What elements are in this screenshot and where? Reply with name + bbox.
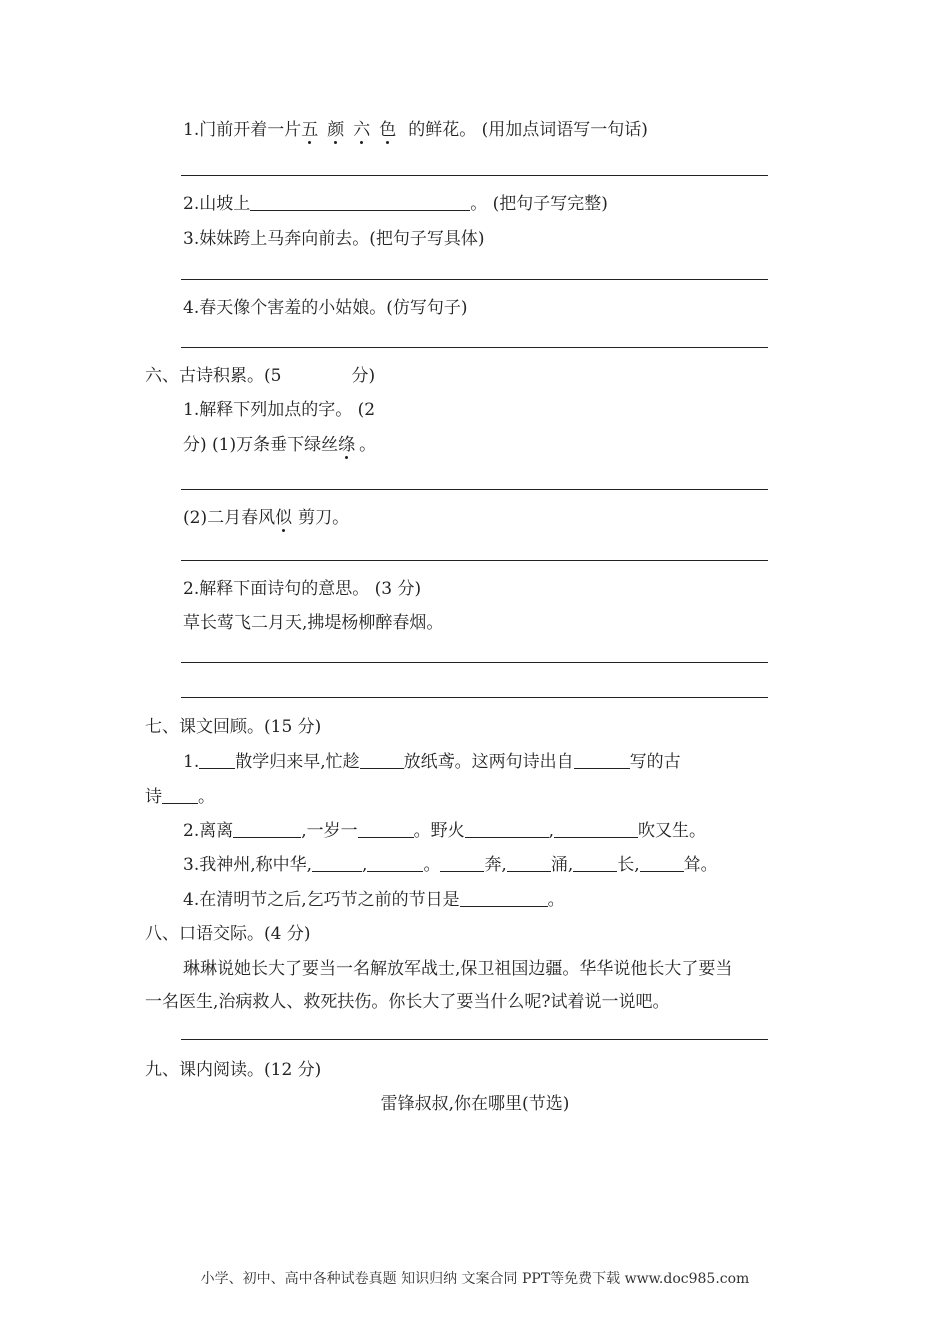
dotted-char: 五 bbox=[301, 120, 319, 140]
q7-3-part: 长, bbox=[617, 855, 640, 875]
fill-blank[interactable] bbox=[465, 819, 549, 838]
article-title: 雷锋叔叔,你在哪里(节选) bbox=[380, 1094, 570, 1114]
fill-blank[interactable] bbox=[554, 819, 638, 838]
fill-blank[interactable] bbox=[460, 888, 548, 907]
q6-1-a-prefix: 分) (1)万条垂下绿丝 bbox=[183, 435, 339, 455]
section-8-title: 八、口语交际。(4 分) bbox=[145, 924, 311, 944]
q6-1-b-prefix: (2)二月春风 bbox=[183, 508, 276, 528]
answer-line[interactable] bbox=[181, 662, 768, 663]
fill-blank[interactable] bbox=[199, 750, 235, 769]
question-6-2-poem: 草长莺飞二月天,拂堤杨柳醉春烟。 bbox=[183, 613, 444, 633]
dotted-char: 绦 bbox=[338, 435, 356, 455]
dotted-char: 色 bbox=[379, 120, 397, 140]
answer-line[interactable] bbox=[181, 347, 768, 348]
q7-1-part: 1. bbox=[183, 752, 200, 772]
answer-line[interactable] bbox=[181, 279, 768, 280]
section-6-title-b: 分) bbox=[351, 366, 376, 386]
question-5-1 bbox=[183, 118, 648, 142]
q6-1-a-suffix: 。 bbox=[359, 435, 377, 455]
q7-3-part: 涌, bbox=[550, 855, 574, 875]
q5-2-prefix: 2.山坡上 bbox=[183, 194, 251, 214]
question-6-1-a bbox=[183, 433, 376, 457]
q7-1-part: 放纸鸢。这两句诗出自 bbox=[403, 752, 574, 772]
section-7-title: 七、课文回顾。(15 分) bbox=[145, 717, 322, 737]
fill-blank[interactable] bbox=[367, 853, 423, 872]
question-6-2-title: 2.解释下面诗句的意思。 (3 分) bbox=[183, 579, 422, 599]
q7-1-part: 。 bbox=[198, 787, 215, 807]
section-9-title: 九、课内阅读。(12 分) bbox=[145, 1060, 322, 1080]
question-7-4 bbox=[183, 888, 565, 912]
q7-2-part: ,一岁一 bbox=[301, 821, 358, 841]
question-7-3 bbox=[183, 853, 718, 877]
q7-2-part: 吹又生。 bbox=[638, 821, 707, 841]
question-6-1-b bbox=[183, 506, 349, 530]
q7-4-part: 。 bbox=[547, 890, 565, 910]
q7-2-part: 2.离离 bbox=[183, 821, 234, 841]
question-5-3: 3.妹妹跨上马奔向前去。(把句子写具体) bbox=[183, 229, 485, 249]
dotted-char: 六 bbox=[353, 120, 371, 140]
q7-3-part: 耸。 bbox=[683, 855, 718, 875]
section-8-paragraph-1: 琳琳说她长大了要当一名解放军战士,保卫祖国边疆。华华说他长大了要当 bbox=[183, 959, 733, 979]
fill-blank[interactable] bbox=[573, 853, 617, 872]
question-6-1-title: 1.解释下列加点的字。 (2 bbox=[183, 400, 376, 420]
answer-line[interactable] bbox=[181, 489, 768, 490]
answer-line[interactable] bbox=[181, 175, 768, 176]
question-7-1 bbox=[183, 750, 681, 774]
question-5-2 bbox=[183, 192, 608, 216]
section-8-paragraph-2: 一名医生,治病救人、救死扶伤。你长大了要当什么呢?试着说一说吧。 bbox=[145, 992, 670, 1012]
q7-4-part: 4.在清明节之后,乞巧节之前的节日是 bbox=[183, 890, 460, 910]
question-7-1-cont bbox=[145, 785, 215, 809]
fill-blank[interactable] bbox=[250, 192, 470, 211]
q7-3-part: 3.我神州,称中华, bbox=[183, 855, 313, 875]
q7-3-part: 奔, bbox=[484, 855, 507, 875]
q5-1-prefix: 1.门前开着一片 bbox=[183, 120, 302, 140]
section-6-title-a: 六、古诗积累。(5 bbox=[145, 366, 282, 386]
dotted-char: 颜 bbox=[327, 120, 345, 140]
q5-1-suffix: 的鲜花。 (用加点词语写一句话) bbox=[408, 120, 648, 140]
question-5-4: 4.春天像个害羞的小姑娘。(仿写句子) bbox=[183, 298, 468, 318]
fill-blank[interactable] bbox=[640, 853, 684, 872]
answer-line[interactable] bbox=[181, 1039, 768, 1040]
question-7-2 bbox=[183, 819, 706, 843]
q7-1-part: 诗 bbox=[145, 787, 162, 807]
answer-line[interactable] bbox=[181, 560, 768, 561]
fill-blank[interactable] bbox=[507, 853, 551, 872]
fill-blank[interactable] bbox=[358, 819, 414, 838]
q7-2-part: 。野火 bbox=[413, 821, 465, 841]
fill-blank[interactable] bbox=[312, 853, 362, 872]
fill-blank[interactable] bbox=[440, 853, 484, 872]
fill-blank[interactable] bbox=[233, 819, 301, 838]
q7-3-part: 。 bbox=[423, 855, 441, 875]
answer-line[interactable] bbox=[181, 697, 768, 698]
q6-1-b-suffix: 剪刀。 bbox=[298, 508, 350, 528]
dotted-char: 似 bbox=[275, 508, 293, 528]
fill-blank[interactable] bbox=[574, 750, 630, 769]
page-footer: 小学、初中、高中各种试卷真题 知识归纳 文案合同 PPT等免费下载 www.doc985.com bbox=[200, 1271, 750, 1287]
q7-3-part: , bbox=[362, 855, 368, 875]
fill-blank[interactable] bbox=[162, 785, 198, 804]
q7-1-part: 散学归来早,忙趁 bbox=[235, 752, 360, 772]
fill-blank[interactable] bbox=[360, 750, 404, 769]
q7-2-part: , bbox=[548, 821, 555, 841]
q7-1-part: 写的古 bbox=[629, 752, 681, 772]
section-6-title bbox=[145, 364, 375, 388]
q5-2-suffix: 。 (把句子写完整) bbox=[470, 194, 608, 214]
